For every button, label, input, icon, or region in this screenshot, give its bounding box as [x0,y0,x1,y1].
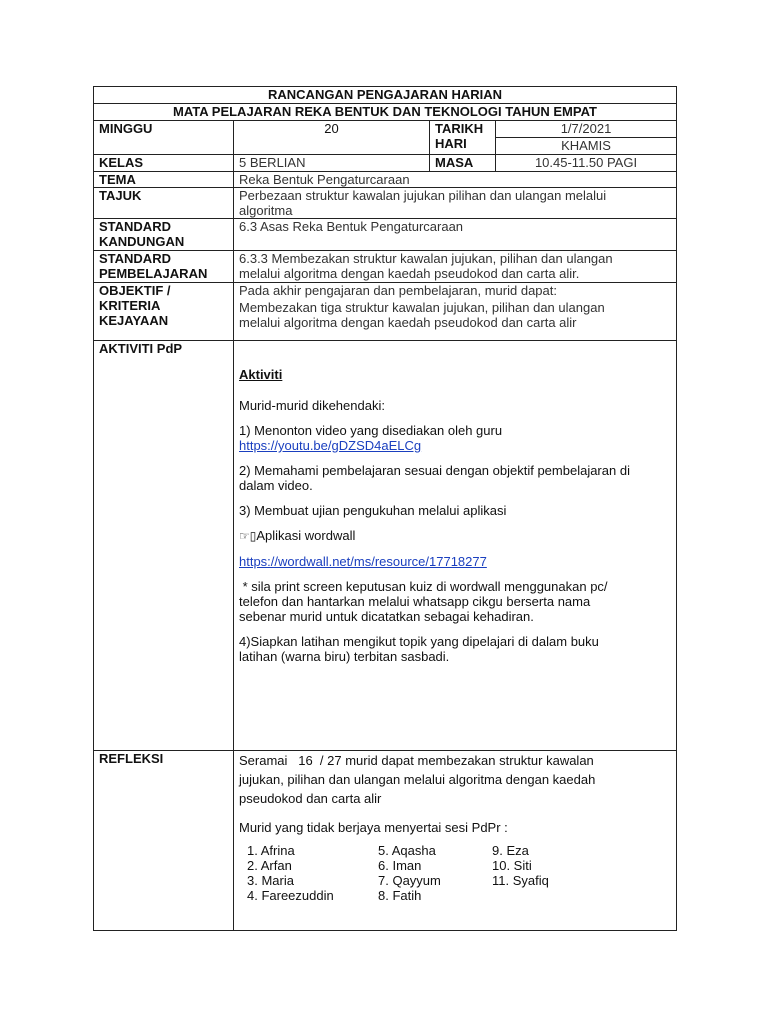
tarikh-label: TARIKH [435,121,484,136]
tema-label: TEMA [94,172,234,188]
tajuk-value [234,188,677,219]
value-line: melalui algoritma dengan kaedah pseudokod dan carta alir. [239,266,580,281]
objektif-label [94,283,234,341]
label-line: KEJAYAAN [99,313,169,328]
kelas-label: KELAS [94,155,234,172]
absent-student: 5. Aqasha [378,843,436,858]
aktiviti-label: AKTIVITI PdP [94,341,234,751]
absent-student: 10. Siti [492,858,532,873]
aktiviti-step-3: 3) Membuat ujian pengukuhan melalui aplikasi [239,503,507,518]
tarikh-hari-label [430,121,496,155]
tajuk-label: TAJUK [94,188,234,219]
absent-student: 9. Eza [492,843,529,858]
minggu-label: MINGGU [94,121,234,155]
standard-kandungan-value: 6.3 Asas Reka Bentuk Pengaturcaraan [234,219,677,251]
tema-value: Reka Bentuk Pengaturcaraan [234,172,677,188]
label-line: STANDARD [99,219,171,234]
minggu-value: 20 [234,121,430,155]
wordwall-app-line [239,528,671,544]
absent-student: 8. Fatih [378,888,422,903]
aktiviti-heading: Aktiviti [239,367,283,382]
objektif-value [234,283,677,341]
label-line: KRITERIA [99,298,161,313]
standard-kandungan-label [94,219,234,251]
step-text: 4)Siapkan latihan mengikut topik yang dipelajari di dalam buku [239,634,599,649]
value-line: 6.3.3 Membezakan struktur kawalan jujukan, pilihan dan ulangan [239,251,613,266]
step-text: latihan (warna biru) terbitan sasbadi. [239,649,450,664]
hari-label: HARI [435,136,467,151]
absent-student: 6. Iman [378,858,422,873]
refleksi-content [234,751,677,931]
value-line: Membezakan tiga struktur kawalan jujukan, pilihan dan ulangan [239,300,605,315]
step-text: 2) Memahami pembelajaran sesuai dengan objektif pembelajaran di [239,463,630,478]
standard-pembelajaran-value [234,251,677,283]
wordwall-link[interactable]: https://wordwall.net/ms/resource/17718277 [239,554,487,569]
step-text: 1) Menonton video yang disediakan oleh guru [239,423,503,438]
youtube-link[interactable]: https://youtu.be/gDZSD4aELCg [239,438,422,453]
label-line: OBJEKTIF / [99,283,171,298]
aktiviti-step-1 [239,423,671,453]
summary-text: Seramai 16 / 27 murid dapat membezakan struktur kawalan [239,753,594,768]
refleksi-summary [239,751,671,808]
hari-value: KHAMIS [496,138,677,155]
step-text: dalam video. [239,478,313,493]
absent-student: 2. Arfan [247,858,292,873]
aktiviti-step-4 [239,634,671,664]
absent-student: 4. Fareezuddin [247,888,334,903]
value-line: Pada akhir pengajaran dan pembelajaran, murid dapat: [239,283,557,298]
absent-student-list [239,843,671,903]
masa-label: MASA [430,155,496,172]
app-name: Aplikasi wordwall [256,528,356,543]
value-line: melalui algoritma dengan kaedah pseudokod dan carta alir [239,315,577,330]
document-subtitle: MATA PELAJARAN REKA BENTUK DAN TEKNOLOGI TAHUN EMPAT [94,104,677,121]
lesson-plan-table [93,86,677,931]
label-line: KANDUNGAN [99,234,185,249]
masa-value: 10.45-11.50 PAGI [496,155,677,172]
absent-student: 11. Syafiq [492,873,549,888]
note-text: telefon dan hantarkan melalui whatsapp cikgu berserta nama [239,594,591,609]
tarikh-value: 1/7/2021 [496,121,677,138]
absent-heading: Murid yang tidak berjaya menyertai sesi PdPr : [239,820,508,835]
absent-student: 7. Qayyum [378,873,441,888]
refleksi-label: REFLEKSI [94,751,234,931]
absent-student: 3. Maria [247,873,294,888]
document-title: RANCANGAN PENGAJARAN HARIAN [94,87,677,104]
tajuk-line: Perbezaan struktur kawalan jujukan pilihan dan ulangan melalui [239,188,607,203]
standard-pembelajaran-label [94,251,234,283]
aktiviti-intro: Murid-murid dikehendaki: [239,398,385,413]
pointing-hand-icon: ☞▯ [239,529,257,543]
absent-student: 1. Afrina [247,843,295,858]
label-line: STANDARD [99,251,171,266]
absent-student [492,888,592,903]
note-text: sebenar murid untuk dicatatkan sebagai kehadiran. [239,609,534,624]
summary-text: pseudokod dan carta alir [239,791,382,806]
aktiviti-step-2 [239,463,671,493]
label-line: PEMBELAJARAN [99,266,208,281]
summary-text: jujukan, pilihan dan ulangan melalui algoritma dengan kaedah [239,772,596,787]
wordwall-link-line [239,554,671,569]
aktiviti-content [234,341,677,751]
kelas-value: 5 BERLIAN [234,155,430,172]
aktiviti-note [239,579,671,624]
tajuk-line: algoritma [239,203,293,218]
note-text: * sila print screen keputusan kuiz di wordwall menggunakan pc/ [239,579,608,594]
